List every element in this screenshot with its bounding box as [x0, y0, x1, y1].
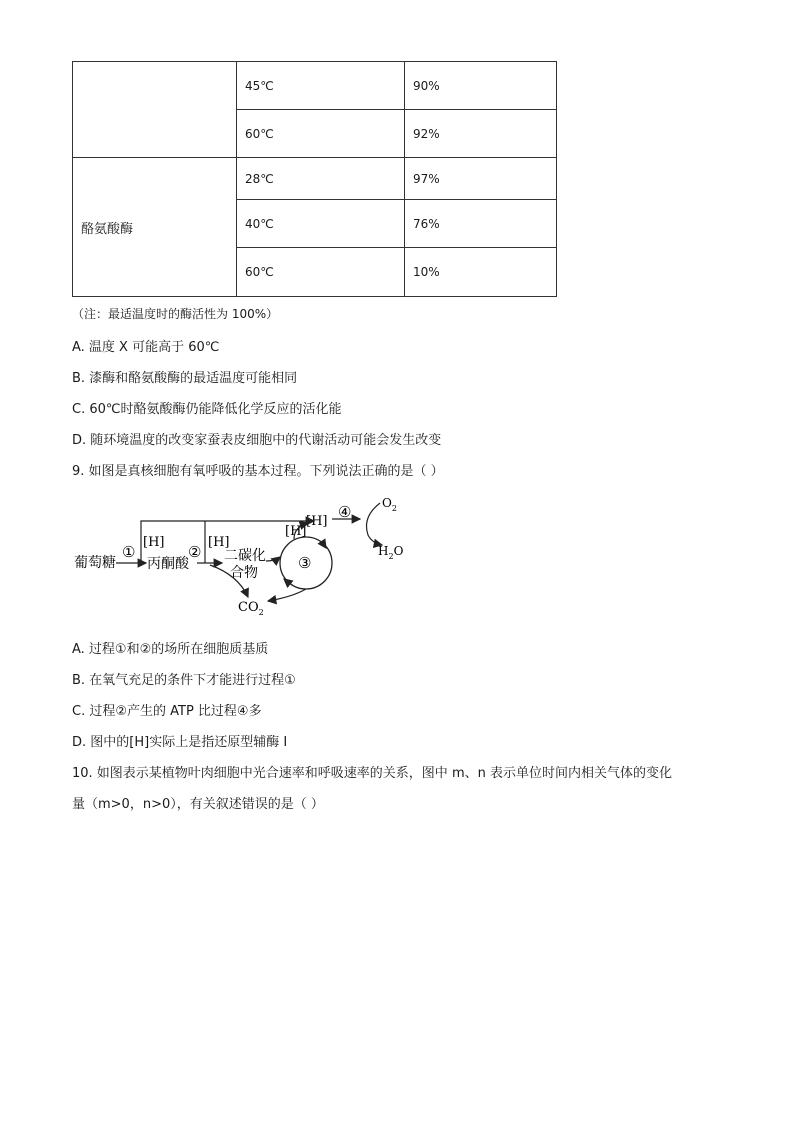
h1-label: [H] — [143, 535, 165, 550]
pyruvate-label: 丙酮酸 — [147, 556, 189, 572]
q8-option-b: B. 漆酶和酪氨酸酶的最适温度可能相同 — [72, 371, 298, 386]
temp-cell: 28℃ — [237, 158, 405, 200]
step3-label: ③ — [298, 554, 312, 572]
step2-label: ② — [188, 543, 202, 561]
h2-label: [H] — [208, 535, 230, 550]
enzyme-activity-table — [72, 61, 557, 297]
q9-option-d: D. 图中的[H]实际上是指还原型辅酶 I — [72, 735, 288, 750]
co2-label: $CO_2$ — [238, 600, 264, 617]
temp-cell: 60℃ — [237, 248, 405, 297]
q8-option-d: D. 随环境温度的改变家蚕表皮细胞中的代谢活动可能会发生改变 — [72, 433, 442, 448]
enzyme-name-cell: 酪氨酸酶 — [73, 158, 237, 297]
activity-cell: 10% — [405, 248, 557, 297]
acetyl-label-2: 合物 — [230, 565, 258, 581]
o2-label: $O_2$ — [382, 496, 397, 513]
step1-label: ① — [122, 543, 136, 561]
step4-label: ④ — [338, 503, 352, 521]
q8-option-c: C. 60℃时酪氨酸酶仍能降低化学反应的活化能 — [72, 402, 342, 417]
temp-cell: 45℃ — [237, 62, 405, 110]
table-row — [73, 62, 557, 110]
h2o-label: $H_2O$ — [378, 544, 404, 561]
q10-stem-line2: 量（m>0，n>0），有关叙述错误的是（ ） — [72, 797, 324, 812]
respiration-diagram — [70, 493, 430, 623]
q8-option-a: A. 温度 X 可能高于 60℃ — [72, 340, 220, 355]
q9-option-b: B. 在氧气充足的条件下才能进行过程① — [72, 673, 296, 688]
activity-cell: 76% — [405, 200, 557, 248]
acetyl-arrow — [266, 557, 280, 561]
activity-cell: 92% — [405, 110, 557, 158]
table-note: （注：最适温度时的酶活性为 100%） — [72, 307, 279, 321]
co2-arrow-2 — [268, 589, 306, 601]
q9-stem: 9. 如图是真核细胞有氧呼吸的基本过程。下列说法正确的是（ ） — [72, 464, 444, 479]
activity-cell: 97% — [405, 158, 557, 200]
q9-option-a: A. 过程①和②的场所在细胞质基质 — [72, 642, 269, 657]
h3-label: [H] — [285, 524, 307, 539]
temp-cell: 60℃ — [237, 110, 405, 158]
q9-option-c: C. 过程②产生的 ATP 比过程④多 — [72, 704, 262, 719]
enzyme-cell-empty — [73, 62, 237, 158]
cycle-arrow-bottom — [284, 579, 290, 584]
table-row — [73, 158, 557, 200]
activity-cell: 90% — [405, 62, 557, 110]
temp-cell: 40℃ — [237, 200, 405, 248]
acetyl-label-1: 二碳化 — [224, 548, 266, 564]
o2-to-h2o-arrow — [367, 503, 383, 545]
h4-label: [H] — [306, 514, 328, 529]
q10-stem-line1: 10. 如图表示某植物叶肉细胞中光合速率和呼吸速率的关系，图中 m、n 表示单位时间内相关气体的变化 — [72, 766, 672, 781]
glucose-label: 葡萄糖 — [74, 555, 116, 571]
